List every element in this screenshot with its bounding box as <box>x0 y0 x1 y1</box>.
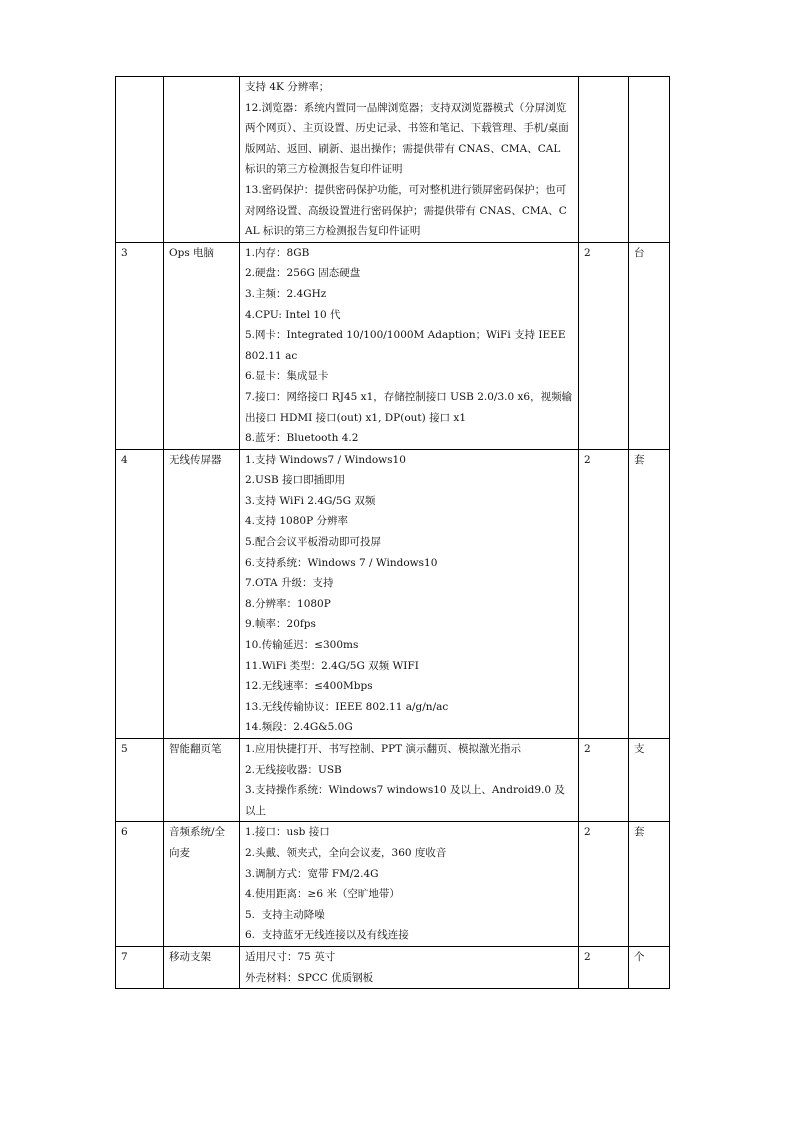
spec-line: 2.硬盘：256G 固态硬盘 <box>245 267 361 280</box>
table-row <box>116 946 670 988</box>
spec-table-body <box>116 77 670 989</box>
table-row <box>116 77 670 243</box>
spec-line: 适用尺寸：75 英寸 <box>245 950 336 963</box>
item-quantity: 2 <box>579 242 629 449</box>
spec-line: 11.WiFi 类型：2.4G/5G 双频 WIFI <box>245 659 419 672</box>
item-quantity: 2 <box>579 449 629 738</box>
spec-line: 5.网卡：Integrated 10/100/1000M Adaption；WiFi 支持 IEEE 802.11 ac <box>245 329 569 362</box>
spec-line: 8.分辨率：1080P <box>245 597 331 610</box>
item-number <box>116 77 164 243</box>
item-unit: 套 <box>629 449 670 738</box>
item-spec <box>240 946 579 988</box>
item-spec <box>240 739 579 822</box>
spec-line: 1.应用快捷打开、书写控制、PPT 演示翻页、模拟激光指示 <box>245 743 521 755</box>
spec-line: 6.支持系统：Windows 7 / Windows10 <box>245 556 438 569</box>
item-spec <box>240 77 579 243</box>
spec-line: 3.调制方式：宽带 FM/2.4G <box>245 867 379 880</box>
table-row <box>116 449 670 738</box>
spec-line: 5. 支持主动降噪 <box>245 908 325 921</box>
spec-line: 2.头戴、领夹式，全向会议麦，360 度收音 <box>245 846 447 859</box>
spec-line: 1.支持 Windows7 / Windows10 <box>245 453 406 466</box>
item-quantity: 2 <box>579 739 629 822</box>
spec-line: 3.主频：2.4GHz <box>245 287 327 300</box>
item-name: 智能翻页笔 <box>164 739 240 822</box>
spec-line: 4.使用距离：≥6 米（空旷地带） <box>245 888 400 901</box>
item-unit: 台 <box>629 242 670 449</box>
item-unit: 套 <box>629 822 670 947</box>
item-unit: 支 <box>629 739 670 822</box>
spec-line: 2.无线接收器：USB <box>245 763 342 776</box>
item-number: 4 <box>116 449 164 738</box>
item-quantity <box>579 77 629 243</box>
spec-line: 7.OTA 升级：支持 <box>245 577 334 590</box>
table-row <box>116 242 670 449</box>
item-name: Ops 电脑 <box>164 242 240 449</box>
item-unit <box>629 77 670 243</box>
item-name: 音频系统/全向麦 <box>164 822 240 947</box>
spec-line: 3.支持操作系统：Windows7 windows10 及以上、Android9.0 及以上 <box>245 784 565 817</box>
item-name: 无线传屏器 <box>164 449 240 738</box>
spec-line: 13.密码保护：提供密码保护功能，可对整机进行锁屏密码保护；也可对网络设置、高级设置进行密码保护；需提供带有 CNAS、CMA、CAL 标识的第三方检测报告复印件证明 <box>245 183 567 238</box>
spec-line: 6.显卡：集成显卡 <box>245 370 329 383</box>
table-row <box>116 822 670 947</box>
spec-line: 12.浏览器：系统内置同一品牌浏览器；支持双浏览器模式（分屏浏览两个网页）、主页设置、历史记录、书签和笔记、下载管理、手机/桌面版网站、返回、刷新、退出操作；需提供带有 CNAS、CMA、CAL 标识的第三方检测报告复印件证明 <box>245 101 569 176</box>
spec-line: 1.内存：8GB <box>245 246 310 259</box>
item-unit: 个 <box>629 946 670 988</box>
table-row <box>116 739 670 822</box>
spec-line: 4.支持 1080P 分辨率 <box>245 515 348 528</box>
item-number: 7 <box>116 946 164 988</box>
spec-line: 12.无线速率：≤400Mbps <box>245 680 373 693</box>
item-number: 3 <box>116 242 164 449</box>
item-name: 移动支架 <box>164 946 240 988</box>
spec-line: 4.CPU: Intel 10 代 <box>245 308 341 321</box>
item-spec <box>240 242 579 449</box>
spec-line: 9.帧率：20fps <box>245 618 316 631</box>
item-spec <box>240 449 579 738</box>
spec-line: 7.接口：网络接口 RJ45 x1，存储控制接口 USB 2.0/3.0 x6，视频输出接口 HDMI 接口(out) x1, DP(out) 接口 x1 <box>245 390 573 424</box>
spec-line: 外壳材料：SPCC 优质钢板 <box>245 971 374 984</box>
spec-line: 支持 4K 分辨率； <box>245 81 330 93</box>
spec-line: 5.配合会议平板滑动即可投屏 <box>245 536 382 549</box>
item-name <box>164 77 240 243</box>
spec-line: 10.传输延迟：≤300ms <box>245 639 359 652</box>
spec-line: 6. 支持蓝牙无线连接以及有线连接 <box>245 929 409 942</box>
spec-line: 3.支持 WiFi 2.4G/5G 双频 <box>245 494 376 507</box>
item-quantity: 2 <box>579 946 629 988</box>
spec-line: 14.频段：2.4G&5.0G <box>245 721 353 734</box>
equipment-spec-table <box>115 76 670 989</box>
item-number: 5 <box>116 739 164 822</box>
spec-line: 13.无线传输协议：IEEE 802.11 a/g/n/ac <box>245 700 449 713</box>
spec-line: 2.USB 接口即插即用 <box>245 474 346 487</box>
spec-line: 1.接口：usb 接口 <box>245 826 330 839</box>
item-quantity: 2 <box>579 822 629 947</box>
item-number: 6 <box>116 822 164 947</box>
spec-line: 8.蓝牙：Bluetooth 4.2 <box>245 432 359 445</box>
item-spec <box>240 822 579 947</box>
